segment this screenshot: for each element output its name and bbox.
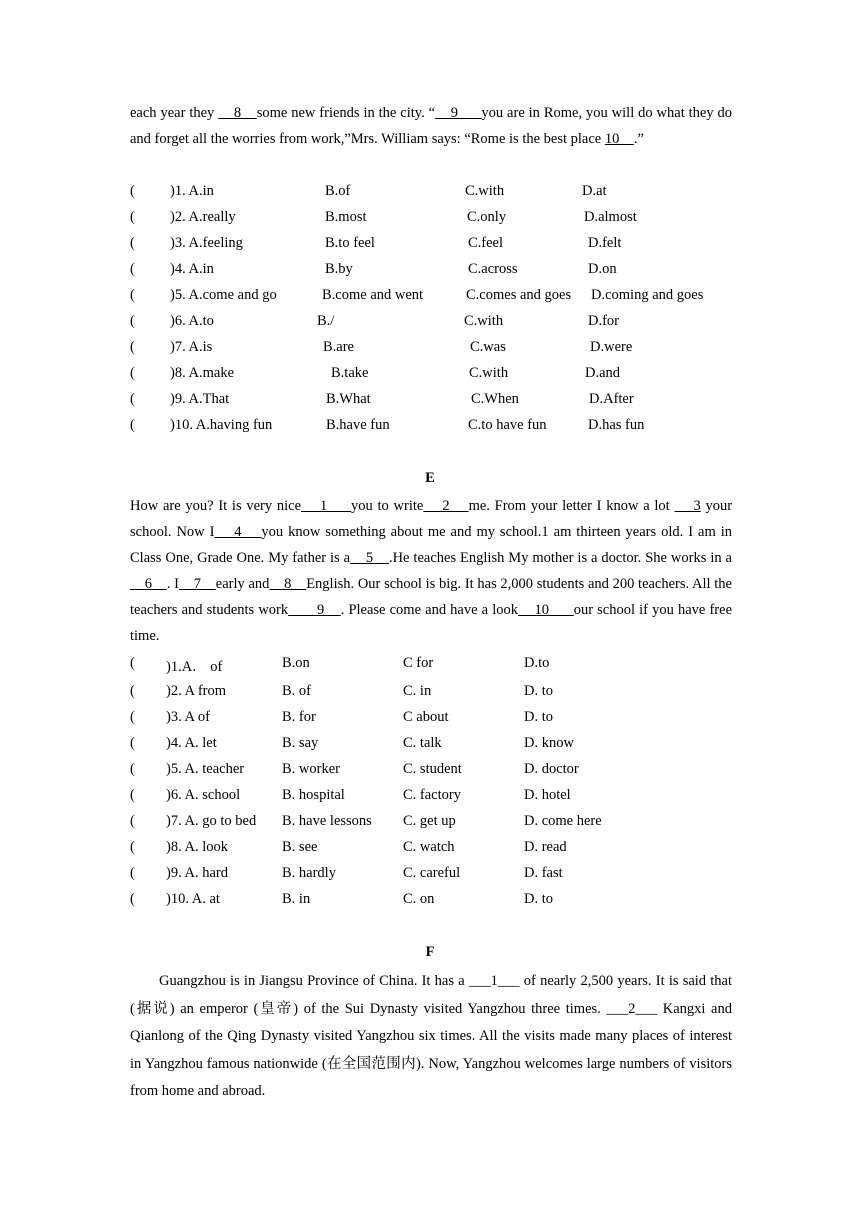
option-d: D.has fun [588, 417, 645, 433]
option-a: )3. A.feeling [170, 235, 243, 251]
option-a: )9. A. hard [166, 865, 229, 881]
option-d: D.to [524, 655, 550, 671]
blank: 2 [423, 498, 469, 514]
option-b: B. in [282, 891, 311, 907]
option-b: B.on [282, 655, 310, 671]
option-a: )3. A of [166, 709, 210, 725]
option-a: )5. A. teacher [166, 761, 245, 777]
option-c: C.with [469, 365, 509, 381]
option-a: )4. A. let [166, 735, 217, 751]
question-row [130, 813, 770, 835]
option-a: )9. A.That [170, 391, 230, 407]
passage-f [130, 968, 732, 1106]
paren: ( [130, 261, 135, 277]
option-b: B.take [331, 365, 369, 381]
option-c: C.to have fun [468, 417, 547, 433]
blank: 9 [288, 602, 341, 618]
blank: 5 [350, 550, 389, 566]
option-d: D. to [524, 709, 553, 725]
option-d: D.were [590, 339, 633, 355]
text: of nearly 2,500 years. It is said that (据说) an emperor (皇帝) of the Sui Dynasty visited Yangzhou three times. [130, 973, 733, 1017]
option-d: D. hotel [524, 787, 571, 803]
text: early and [215, 576, 270, 592]
option-d: D. doctor [524, 761, 579, 777]
text: you to write [351, 498, 424, 514]
text: Kangxi and Qianlong of the Qing Dynasty visited Yangzhou six times. All the visits made many places of interest in Yangzhou famous nationwide (在全国范围内). Now, Yangzhou welcomes large numbers of visitors from home and abroad. [130, 1000, 732, 1099]
option-b: B.of [325, 183, 351, 199]
option-b: B.by [325, 261, 353, 277]
text: you are in Rome, you will do what they do and forget all the worries from work,”Mrs. William says: “Rome is the best place [130, 105, 733, 147]
text: each year they [130, 105, 219, 121]
paren: ( [130, 761, 135, 777]
option-d: D. come here [524, 813, 602, 829]
blank-9: 9 [435, 105, 482, 121]
option-a: )5. A.come and go [170, 287, 277, 303]
option-a: )2. A.really [170, 209, 236, 225]
paren: ( [130, 865, 135, 881]
option-a: )8. A. look [166, 839, 229, 855]
paren: ( [130, 813, 135, 829]
option-d: D. to [524, 683, 553, 699]
option-d: D.almost [584, 209, 637, 225]
option-d: D.and [585, 365, 621, 381]
text: your school. Now I [130, 498, 733, 540]
option-d: D. fast [524, 865, 563, 881]
paren: ( [130, 287, 135, 303]
option-b: B.are [323, 339, 354, 355]
text: .He teaches English My mother is a doctor. She works in a [388, 550, 732, 566]
question-row [130, 735, 770, 757]
blank: 6 [130, 576, 167, 592]
option-a: )8. A.make [170, 365, 235, 381]
passage-e [130, 493, 732, 649]
text: some new friends in the city. “ [256, 105, 436, 121]
option-c: C. in [403, 683, 432, 699]
paren: ( [130, 709, 135, 725]
option-d: D.felt [588, 235, 622, 251]
option-a: )6. A.to [170, 313, 214, 329]
paren: ( [130, 839, 135, 855]
option-c: C.with [464, 313, 504, 329]
paren: ( [130, 891, 135, 907]
option-b: B.most [325, 209, 367, 225]
question-row [130, 287, 770, 309]
option-c: C. careful [403, 865, 461, 881]
paren: ( [130, 787, 135, 803]
option-c: C.only [467, 209, 507, 225]
blank-8: 8 [218, 105, 257, 121]
option-d: D. read [524, 839, 567, 855]
option-c: C.with [465, 183, 505, 199]
paren: ( [130, 391, 135, 407]
paren: ( [130, 365, 135, 381]
blank: ___2___ [606, 1000, 658, 1017]
option-b: B. for [282, 709, 316, 725]
option-b: B. have lessons [282, 813, 372, 829]
question-row [130, 183, 770, 205]
paren: ( [130, 313, 135, 329]
paren: ( [130, 683, 135, 699]
option-a: )2. A from [166, 683, 227, 699]
option-a: )6. A. school [166, 787, 241, 803]
option-a: )7. A.is [170, 339, 213, 355]
option-c: C. talk [403, 735, 442, 751]
option-c: C. watch [403, 839, 455, 855]
option-c: C. get up [403, 813, 456, 829]
paren: ( [130, 655, 135, 671]
option-b: B.to feel [325, 235, 375, 251]
blank: 3 [674, 498, 701, 514]
blank: 7 [178, 576, 216, 592]
text: English. Our school is big. It has 2,000 students and 200 teachers. All the teachers and students work [130, 576, 732, 618]
option-a: )1.A． of [166, 659, 223, 675]
text: me. From your letter I know a lot [468, 498, 675, 514]
option-b: B. worker [282, 761, 340, 777]
paren: ( [130, 209, 135, 225]
option-d: D.coming and goes [591, 287, 704, 303]
option-a: )10. A.having fun [170, 417, 273, 433]
option-d: D.on [588, 261, 617, 277]
option-a: )10. A. at [166, 891, 220, 907]
blank: ___1___ [468, 973, 520, 989]
text: . I [166, 576, 179, 592]
section-title: E [425, 470, 435, 486]
question-row [130, 655, 770, 677]
option-b: B. see [282, 839, 318, 855]
option-c: C. student [403, 761, 462, 777]
paren: ( [130, 735, 135, 751]
option-d: D.After [589, 391, 634, 407]
option-b: B. say [282, 735, 319, 751]
option-a: )4. A.in [170, 261, 214, 277]
text: you know something about me and my school.1 am thirteen years old. I am in Class One, Grade One. My father is a [130, 524, 732, 566]
option-b: B. hospital [282, 787, 345, 803]
text: How are you? It is very nice [130, 498, 302, 514]
option-d: D. know [524, 735, 574, 751]
option-b: B./ [317, 313, 335, 329]
text: .” [633, 131, 644, 147]
question-row [130, 891, 770, 913]
section-title: F [425, 944, 435, 960]
option-c: C for [403, 655, 434, 671]
question-row [130, 417, 770, 439]
option-c: C.across [468, 261, 518, 277]
blank: 1 [301, 498, 351, 514]
option-d: D.at [582, 183, 607, 199]
blank: 4 [214, 524, 262, 540]
question-row [130, 683, 770, 705]
blank-10: 10 [604, 131, 634, 147]
option-c: C. on [403, 891, 435, 907]
paren: ( [130, 235, 135, 251]
question-row [130, 761, 770, 783]
passage-d-tail [130, 100, 732, 152]
question-row [130, 365, 770, 387]
paren: ( [130, 417, 135, 433]
text: Guangzhou is in Jiangsu Province of China. It has a [159, 973, 469, 989]
option-d: D. to [524, 891, 553, 907]
option-c: C.When [471, 391, 519, 407]
option-b: B. hardly [282, 865, 336, 881]
option-b: B.have fun [326, 417, 390, 433]
question-row [130, 209, 770, 231]
question-row [130, 313, 770, 335]
option-b: B.What [326, 391, 371, 407]
option-c: C.was [470, 339, 506, 355]
text: . Please come and have a look [340, 602, 519, 618]
question-row [130, 839, 770, 861]
option-c: C.comes and goes [466, 287, 572, 303]
question-row [130, 391, 770, 413]
paren: ( [130, 339, 135, 355]
question-row [130, 261, 770, 283]
question-row [130, 865, 770, 887]
option-c: C. factory [403, 787, 461, 803]
option-c: C.feel [468, 235, 504, 251]
question-row [130, 787, 770, 809]
blank: 10 [518, 602, 574, 618]
blank: 8 [269, 576, 307, 592]
option-c: C about [403, 709, 449, 725]
option-b: B. of [282, 683, 311, 699]
question-row [130, 709, 770, 731]
option-a: )1. A.in [170, 183, 214, 199]
option-a: )7. A. go to bed [166, 813, 257, 829]
paren: ( [130, 183, 135, 199]
option-b: B.come and went [322, 287, 424, 303]
text: our school if you have free time. [130, 602, 733, 644]
option-d: D.for [588, 313, 620, 329]
question-row [130, 235, 770, 257]
question-row [130, 339, 770, 361]
